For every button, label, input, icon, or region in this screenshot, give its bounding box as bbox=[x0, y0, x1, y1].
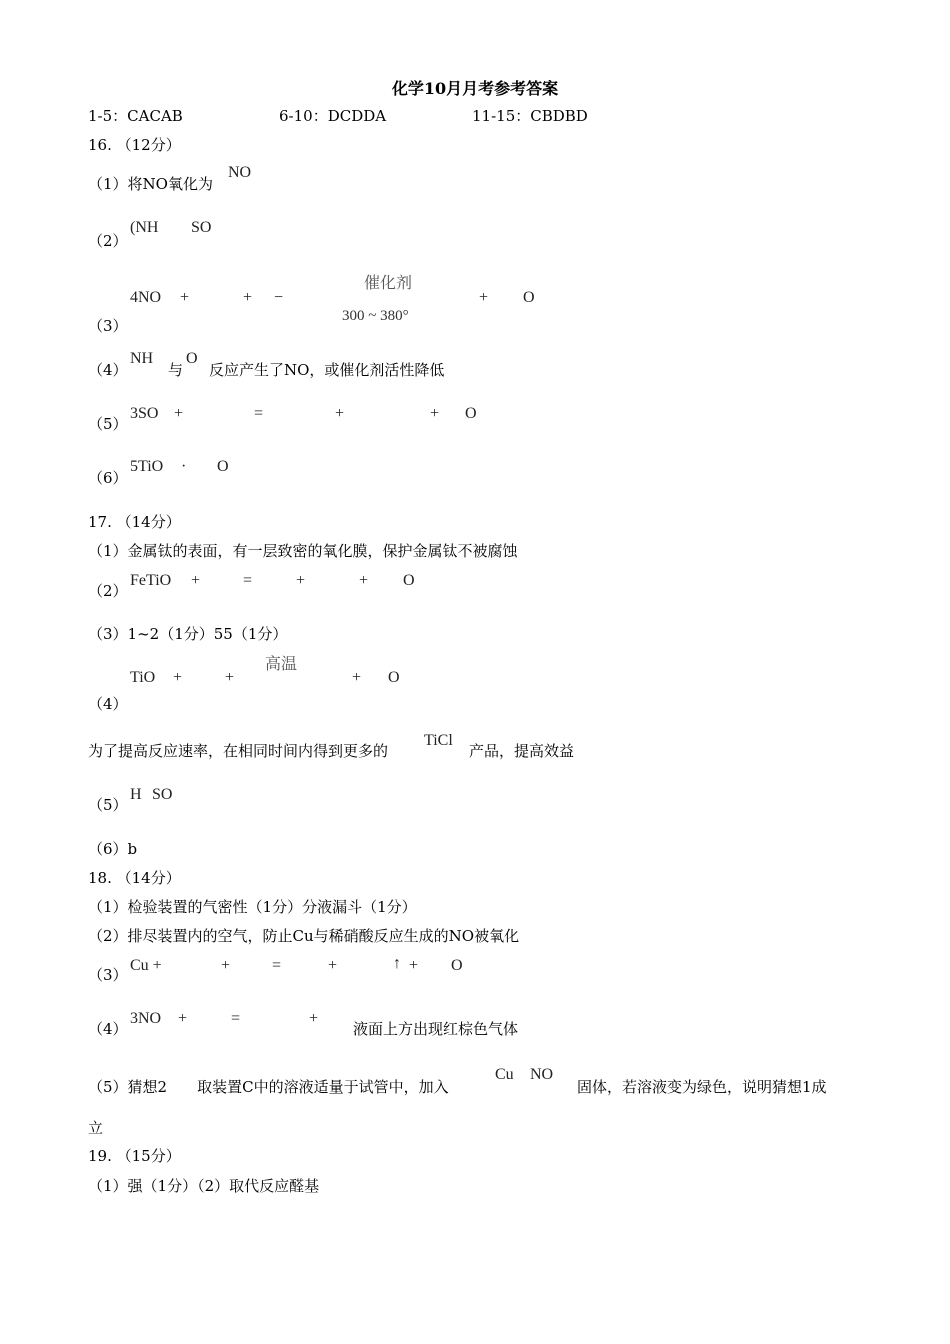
q18-part5-formula-b: NO bbox=[530, 1066, 554, 1083]
q16-part5-water: O bbox=[465, 405, 477, 422]
q17-part5-label: （5） bbox=[88, 796, 128, 814]
q16-part6-water: O bbox=[217, 458, 229, 475]
q17-part4-oxide: O bbox=[388, 669, 400, 686]
q17-part2-water: O bbox=[403, 572, 415, 589]
q16-heading: 16. （12分） bbox=[88, 136, 181, 154]
q18-part2: （2）排尽装置内的空气，防止Cu与稀硝酸反应生成的NO被氧化 bbox=[88, 927, 520, 945]
q18-part3-equals: = bbox=[272, 957, 282, 974]
q18-part4-equals: = bbox=[231, 1010, 241, 1027]
q16-part5-plus-3: + bbox=[430, 405, 440, 422]
q18-part5-continuation: 立 bbox=[88, 1119, 104, 1137]
q16-part4-label: （4） bbox=[88, 361, 128, 379]
q17-part4-reason-formula: TiCl bbox=[424, 732, 453, 749]
q16-part3-catalyst: 催化剂 bbox=[364, 273, 413, 292]
q16-part5-label: （5） bbox=[88, 415, 128, 433]
q16-part3-plus-3: + bbox=[479, 289, 489, 306]
q16-part5-formula: 3SO bbox=[130, 405, 159, 422]
q19-part1-2: （1）强（1分）（2）取代反应醛基 bbox=[88, 1177, 320, 1195]
q17-part2-formula: FeTiO bbox=[130, 572, 172, 589]
q18-part3-plus-2: + bbox=[328, 957, 338, 974]
q16-part4-formula-b: O bbox=[186, 350, 198, 367]
q16-part3-formula: 4NO bbox=[130, 289, 162, 306]
mc-answers-1-5: 1-5：CACAB bbox=[88, 107, 183, 125]
q18-part4-formula: 3NO bbox=[130, 1010, 162, 1027]
q16-part3-plus-1: + bbox=[180, 289, 190, 306]
q16-part2-formula-a: (NH bbox=[130, 219, 159, 236]
q17-part4-plus-1: + bbox=[173, 669, 183, 686]
q18-part3-gas-arrow: ↑ bbox=[393, 955, 401, 972]
q19-heading: 19. （15分） bbox=[88, 1147, 181, 1165]
q16-part3-water: O bbox=[523, 289, 535, 306]
q18-part3-water: O bbox=[451, 957, 463, 974]
q17-part4-plus-3: + bbox=[352, 669, 362, 686]
q16-part6-formula: 5TiO bbox=[130, 458, 164, 475]
mc-answers-6-10: 6-10：DCDDA bbox=[279, 107, 387, 125]
q16-part5-plus-2: + bbox=[335, 405, 345, 422]
q17-heading: 17. （14分） bbox=[88, 513, 181, 531]
q17-part2-plus-1: + bbox=[191, 572, 201, 589]
q17-part4-reason: 为了提高反应速率，在相同时间内得到更多的 bbox=[88, 742, 389, 760]
q17-part1: （1）金属钛的表面，有一层致密的氧化膜，保护金属钛不被腐蚀 bbox=[88, 542, 518, 560]
q16-part4-text: 反应产生了NO，或催化剂活性降低 bbox=[209, 361, 445, 379]
q17-part2-plus-2: + bbox=[296, 572, 306, 589]
q18-part3-plus-3: + bbox=[409, 957, 419, 974]
q18-part4-observation: 液面上方出现红棕色气体 bbox=[353, 1020, 519, 1038]
page-title: 化学10月月考参考答案 bbox=[391, 79, 559, 98]
q17-part5-formula-b: SO bbox=[152, 786, 173, 803]
q16-part4-formula-a: NH bbox=[130, 350, 154, 367]
q18-part3-formula: Cu + bbox=[130, 957, 162, 974]
q18-part5-tail: 固体，若溶液变为绿色，说明猜想1成 bbox=[577, 1078, 827, 1096]
q18-part3-plus-1: + bbox=[221, 957, 231, 974]
q17-part4-formula: TiO bbox=[130, 669, 156, 686]
q16-part1: （1）将NO氧化为 bbox=[88, 175, 213, 193]
q17-part2-label: （2） bbox=[88, 582, 128, 600]
q17-part2-equals: = bbox=[243, 572, 253, 589]
q18-part4-plus-1: + bbox=[178, 1010, 188, 1027]
q16-part5-plus-1: + bbox=[174, 405, 184, 422]
q18-part4-label: （4） bbox=[88, 1020, 128, 1038]
q17-part5-formula-a: H bbox=[130, 786, 142, 803]
q18-part5-formula-a: Cu bbox=[495, 1066, 514, 1083]
q17-part4-label: （4） bbox=[88, 695, 128, 713]
q16-part3-plus-2: + bbox=[243, 289, 253, 306]
q16-part3-label: （3） bbox=[88, 317, 128, 335]
q16-part1-formula: NO bbox=[228, 164, 252, 181]
q18-heading: 18. （14分） bbox=[88, 869, 181, 887]
q17-part3: （3）1~2（1分）55（1分） bbox=[88, 625, 288, 643]
mc-answers-11-15: 11-15：CBDBD bbox=[472, 107, 588, 125]
q16-part3-dash: − bbox=[274, 289, 284, 306]
q16-part2-formula-b: SO bbox=[191, 219, 212, 236]
q17-part4-condition: 高温 bbox=[265, 654, 298, 673]
q18-part3-label: （3） bbox=[88, 966, 128, 984]
q17-part2-plus-3: + bbox=[359, 572, 369, 589]
q17-part6: （6）b bbox=[88, 840, 138, 858]
q18-part1: （1）检验装置的气密性（1分）分液漏斗（1分） bbox=[88, 898, 417, 916]
q16-part6-dot: · bbox=[181, 458, 187, 475]
q18-part4-plus-2: + bbox=[309, 1010, 319, 1027]
q16-part4-and: 与 bbox=[168, 361, 184, 379]
q17-part4-plus-2: + bbox=[225, 669, 235, 686]
q18-part5: （5）猜想2 取装置C中的溶液适量于试管中，加入 bbox=[88, 1078, 449, 1096]
q16-part5-equals: = bbox=[254, 405, 264, 422]
q16-part2-label: （2） bbox=[88, 232, 128, 250]
q16-part3-temperature: 300 ~ 380° bbox=[342, 308, 409, 324]
q16-part6-label: （6） bbox=[88, 469, 128, 487]
q17-part4-reason-tail: 产品，提高效益 bbox=[469, 742, 575, 760]
